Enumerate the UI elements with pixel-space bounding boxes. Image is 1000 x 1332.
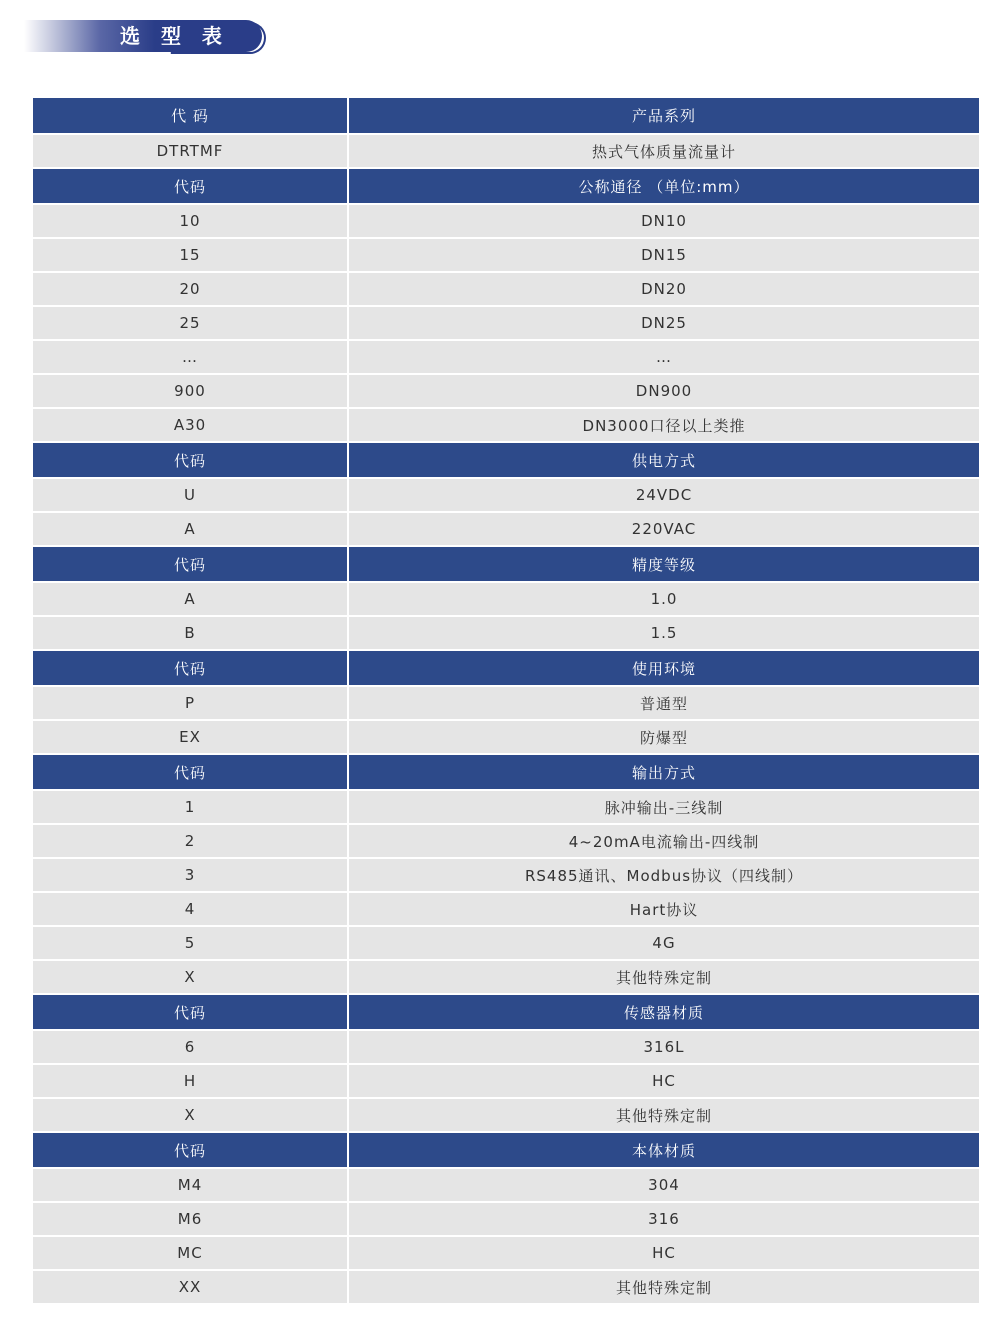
table-row xyxy=(33,790,979,824)
description-cell: 其他特殊定制 xyxy=(348,1270,979,1304)
table-row xyxy=(33,858,979,892)
description-cell: Hart协议 xyxy=(348,892,979,926)
description-column-header: 本体材质 xyxy=(348,1132,979,1168)
description-cell: 其他特殊定制 xyxy=(348,960,979,994)
code-cell: 6 xyxy=(33,1030,348,1064)
description-cell: 其他特殊定制 xyxy=(348,1098,979,1132)
description-cell: DN900 xyxy=(348,374,979,408)
description-cell: 316L xyxy=(348,1030,979,1064)
code-cell: M6 xyxy=(33,1202,348,1236)
description-column-header: 使用环境 xyxy=(348,650,979,686)
description-column-header: 产品系列 xyxy=(348,98,979,134)
code-cell: 20 xyxy=(33,272,348,306)
description-cell: 普通型 xyxy=(348,686,979,720)
description-cell: DN15 xyxy=(348,238,979,272)
table-row xyxy=(33,616,979,650)
description-cell: DN10 xyxy=(348,204,979,238)
table-row xyxy=(33,374,979,408)
description-cell: 防爆型 xyxy=(348,720,979,754)
table-row xyxy=(33,512,979,546)
code-cell: MC xyxy=(33,1236,348,1270)
code-column-header: 代码 xyxy=(33,754,348,790)
table-row xyxy=(33,204,979,238)
table-row xyxy=(33,1236,979,1270)
table-row xyxy=(33,306,979,340)
code-cell: U xyxy=(33,478,348,512)
description-cell: DN3000口径以上类推 xyxy=(348,408,979,442)
table-row xyxy=(33,824,979,858)
page-title: 选 型 表 xyxy=(120,24,229,48)
code-column-header: 代码 xyxy=(33,1132,348,1168)
code-cell: M4 xyxy=(33,1168,348,1202)
table-row xyxy=(33,1064,979,1098)
code-cell: XX xyxy=(33,1270,348,1304)
section-header-row xyxy=(33,754,979,790)
description-cell: 4G xyxy=(348,926,979,960)
description-cell: … xyxy=(348,340,979,374)
code-cell: P xyxy=(33,686,348,720)
code-cell: A30 xyxy=(33,408,348,442)
code-column-header: 代 码 xyxy=(33,98,348,134)
title-banner xyxy=(24,20,264,56)
code-cell: 3 xyxy=(33,858,348,892)
code-cell: 900 xyxy=(33,374,348,408)
section-header-row xyxy=(33,546,979,582)
section-header-row xyxy=(33,650,979,686)
table-row xyxy=(33,960,979,994)
code-cell: EX xyxy=(33,720,348,754)
table-row xyxy=(33,1098,979,1132)
code-cell: H xyxy=(33,1064,348,1098)
table-row xyxy=(33,478,979,512)
code-column-header: 代码 xyxy=(33,650,348,686)
code-cell: A xyxy=(33,582,348,616)
table-row xyxy=(33,134,979,168)
description-cell: 热式气体质量流量计 xyxy=(348,134,979,168)
code-cell: A xyxy=(33,512,348,546)
code-cell: X xyxy=(33,1098,348,1132)
code-column-header: 代码 xyxy=(33,994,348,1030)
description-column-header: 精度等级 xyxy=(348,546,979,582)
code-cell: 5 xyxy=(33,926,348,960)
table-row xyxy=(33,272,979,306)
table-row xyxy=(33,340,979,374)
code-cell: 2 xyxy=(33,824,348,858)
section-header-row xyxy=(33,994,979,1030)
description-cell: DN25 xyxy=(348,306,979,340)
description-cell: 4~20mA电流输出-四线制 xyxy=(348,824,979,858)
selection-table xyxy=(33,98,979,1305)
section-header-row xyxy=(33,168,979,204)
description-column-header: 输出方式 xyxy=(348,754,979,790)
description-cell: HC xyxy=(348,1064,979,1098)
code-cell: DTRTMF xyxy=(33,134,348,168)
code-cell: 25 xyxy=(33,306,348,340)
code-column-header: 代码 xyxy=(33,546,348,582)
description-cell: 304 xyxy=(348,1168,979,1202)
code-cell: B xyxy=(33,616,348,650)
table-row xyxy=(33,408,979,442)
section-header-row xyxy=(33,98,979,134)
description-cell: 1.5 xyxy=(348,616,979,650)
description-cell: 316 xyxy=(348,1202,979,1236)
table-row xyxy=(33,926,979,960)
section-header-row xyxy=(33,442,979,478)
table-row xyxy=(33,720,979,754)
table-row xyxy=(33,238,979,272)
table-row xyxy=(33,1168,979,1202)
description-cell: 1.0 xyxy=(348,582,979,616)
description-cell: HC xyxy=(348,1236,979,1270)
code-cell: 4 xyxy=(33,892,348,926)
description-cell: DN20 xyxy=(348,272,979,306)
code-cell: 1 xyxy=(33,790,348,824)
table-row xyxy=(33,1202,979,1236)
table-row xyxy=(33,1270,979,1304)
description-column-header: 公称通径 （单位:mm） xyxy=(348,168,979,204)
table-row xyxy=(33,892,979,926)
table-row xyxy=(33,582,979,616)
code-cell: 10 xyxy=(33,204,348,238)
description-column-header: 供电方式 xyxy=(348,442,979,478)
description-cell: 24VDC xyxy=(348,478,979,512)
description-cell: 脉冲输出-三线制 xyxy=(348,790,979,824)
code-cell: … xyxy=(33,340,348,374)
description-column-header: 传感器材质 xyxy=(348,994,979,1030)
code-column-header: 代码 xyxy=(33,442,348,478)
code-column-header: 代码 xyxy=(33,168,348,204)
description-cell: 220VAC xyxy=(348,512,979,546)
table-row xyxy=(33,686,979,720)
code-cell: X xyxy=(33,960,348,994)
code-cell: 15 xyxy=(33,238,348,272)
table-row xyxy=(33,1030,979,1064)
section-header-row xyxy=(33,1132,979,1168)
description-cell: RS485通讯、Modbus协议（四线制） xyxy=(348,858,979,892)
